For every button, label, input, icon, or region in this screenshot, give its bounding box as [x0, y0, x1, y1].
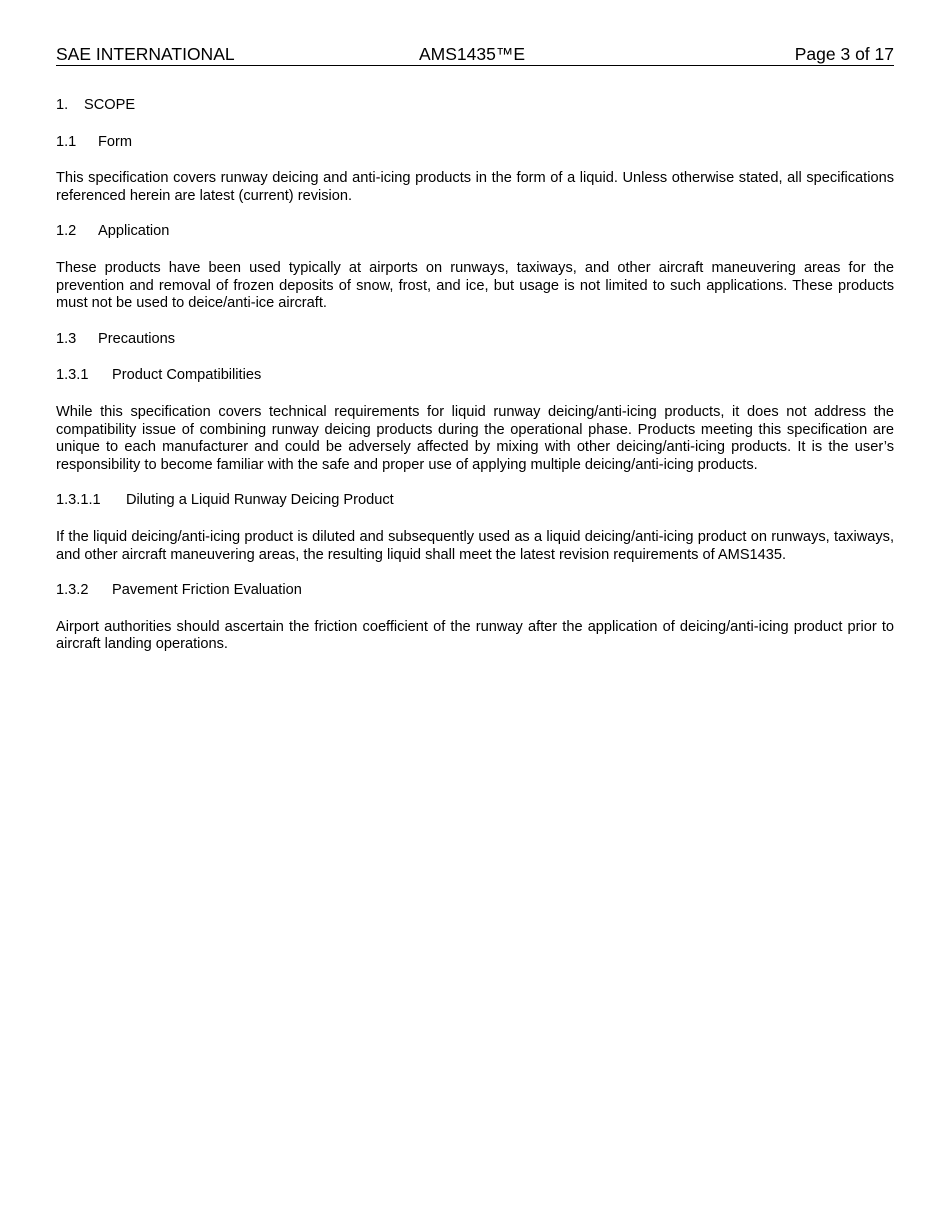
- section-paragraph-1-3-1-1: If the liquid deicing/anti-icing product is diluted and subsequently used as a liquid deicing/anti-icing product on runways, taxiways, and other aircraft maneuvering areas, the resulting liquid shall meet the latest revision requirements of AMS1435.: [56, 528, 894, 563]
- document-body: [56, 97, 894, 672]
- header-document-id: AMS1435™E: [419, 44, 526, 64]
- section-heading-1-3-2: [56, 582, 894, 600]
- section-title: Pavement Friction Evaluation: [112, 582, 302, 599]
- section-number: 1.2: [56, 223, 77, 240]
- section-title: Form: [98, 133, 133, 150]
- section-number: 1.: [56, 97, 69, 113]
- section-paragraph-1-3-1: While this specification covers technical requirements for liquid runway deicing/anti-icing products, it does not address the compatibility issue of combining runway deicing products during the operational phase. Products meeting this specification are unique to each manufacturer and could be adversely affected by mixing with other deicing/anti-icing products. It is the user’s responsibility to become familiar with the safe and proper use of applying multiple deicing/anti-icing products.: [56, 403, 894, 473]
- page-header: [56, 44, 894, 66]
- section-paragraph-1-3-2: Airport authorities should ascertain the friction coefficient of the runway after the application of deicing/anti-icing product prior to aircraft landing operations.: [56, 618, 894, 653]
- section-heading-1-1: [56, 134, 894, 152]
- section-title: Diluting a Liquid Runway Deicing Product: [126, 492, 394, 509]
- section-number: 1.3: [56, 330, 77, 347]
- section-heading-1-3-1: [56, 367, 894, 385]
- section-heading-1-3: [56, 331, 894, 349]
- section-heading-1: [56, 97, 894, 115]
- header-organization: SAE INTERNATIONAL: [56, 44, 235, 64]
- section-paragraph-1-2: These products have been used typically at airports on runways, taxiways, and other aircraft maneuvering areas for the prevention and removal of frozen deposits of snow, frost, and ice, but usage is not limited to such applications. These products must not be used to deice/anti-ice aircraft.: [56, 259, 894, 312]
- section-number: 1.1: [56, 133, 77, 150]
- section-heading-1-3-1-1: [56, 492, 894, 510]
- section-title: Product Compatibilities: [112, 367, 262, 384]
- section-title: Precautions: [98, 330, 176, 347]
- section-title: SCOPE: [84, 97, 136, 113]
- section-paragraph-1-1: This specification covers runway deicing and anti-icing products in the form of a liquid. Unless otherwise stated, all specifications referenced herein are latest (current) revision.: [56, 170, 894, 204]
- section-number: 1.3.2: [56, 582, 89, 599]
- section-title: Application: [98, 223, 170, 240]
- section-heading-1-2: [56, 223, 894, 241]
- section-number: 1.3.1: [56, 367, 89, 384]
- header-page-label: Page 3 of 17: [794, 44, 894, 64]
- section-number: 1.3.1.1: [56, 492, 101, 509]
